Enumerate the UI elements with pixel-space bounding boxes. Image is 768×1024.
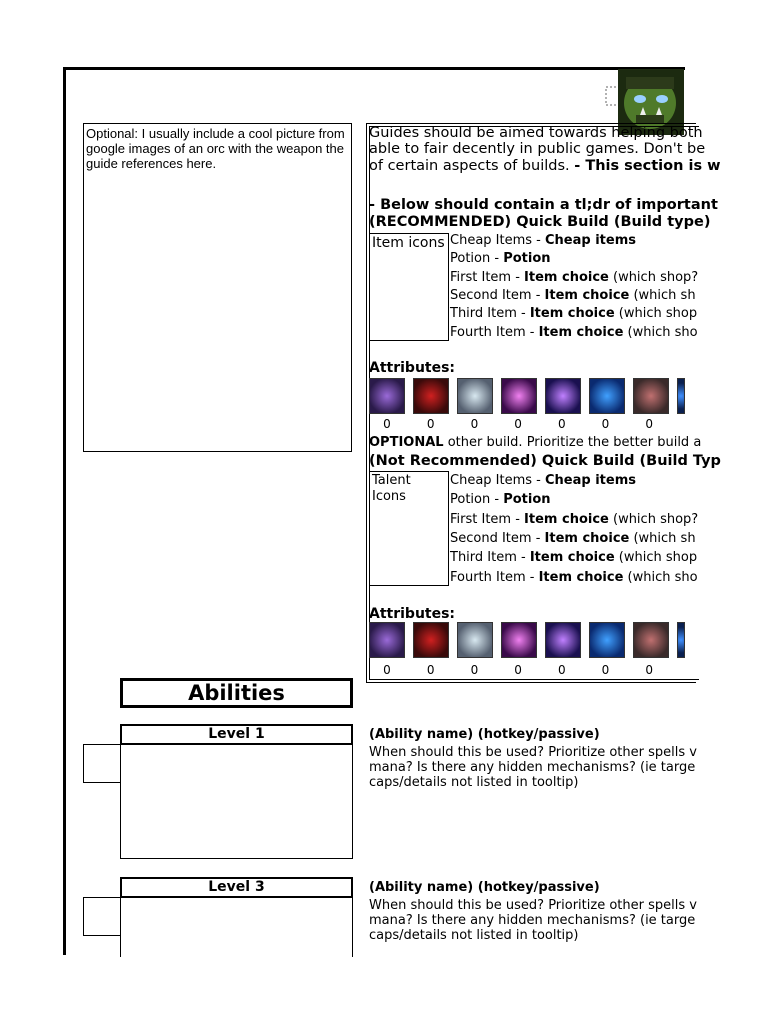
ability1-desc-1: When should this be used? Prioritize other spells v <box>369 745 697 760</box>
build2-item-label: Third Item - <box>450 550 530 566</box>
build2-item-row <box>450 530 696 547</box>
storm-cloud-icon <box>457 622 493 658</box>
shadow-hero-icon <box>369 622 405 658</box>
purple-caster-icon <box>545 378 581 414</box>
shadow-hero-icon <box>369 378 405 414</box>
blood-warrior-icon <box>413 378 449 414</box>
build2-item-bold: Cheap items <box>545 473 636 488</box>
build1-item-row <box>450 233 685 249</box>
pink-energy-icon <box>501 622 537 658</box>
ability1-name: (Ability name) (hotkey/passive) <box>369 727 600 742</box>
build1-item-label: Potion - <box>450 251 504 267</box>
build1-attribute-value: 0 <box>470 417 479 431</box>
helmet-icon <box>633 622 669 658</box>
abilities-heading: Abilities <box>188 681 285 705</box>
build2-item-label: Cheap Items - <box>450 473 545 488</box>
build2-item-bold: Item choice <box>544 530 630 546</box>
build2-item-row <box>450 511 699 528</box>
optional-note: OPTIONAL other build. Prioritize the better build a <box>369 435 702 450</box>
page-border-left <box>63 67 66 955</box>
build2-icon-label-2: Icons <box>372 489 406 504</box>
build1-item-bold: Item choice <box>524 269 609 285</box>
storm-cloud-icon <box>457 378 493 414</box>
build2-item-bold: Item choice <box>524 511 609 527</box>
build2-item-label: First Item - <box>450 511 525 527</box>
build1-item-bold: Item choice <box>538 324 624 340</box>
purple-caster-icon <box>545 622 581 658</box>
build1-item-label: Second Item - <box>450 287 545 303</box>
build1-attribute-value: 0 <box>426 417 435 431</box>
build2-item-rest: (which sho <box>623 569 698 585</box>
ability1-level: Level 1 <box>120 724 353 745</box>
build1-title: (RECOMMENDED) Quick Build (Build type) <box>369 214 711 230</box>
build2-item-rest: (which shop? <box>608 511 699 527</box>
blue-rune-icon <box>589 622 625 658</box>
build2-attribute-value: 0 <box>645 663 653 677</box>
build2-attribute-value: 0 <box>470 663 479 677</box>
pink-energy-icon <box>501 378 537 414</box>
blue-edge-icon <box>677 622 685 658</box>
build2-item-label: Fourth Item - <box>450 569 539 585</box>
build2-attribute-value: 0 <box>426 663 435 677</box>
build2-item-rest: (which sh <box>629 530 696 546</box>
build2-item-row <box>450 492 685 508</box>
guide-intro-line3: of certain aspects of builds. - This section is w <box>369 158 721 174</box>
build2-item-bold: Item choice <box>529 550 615 566</box>
build1-item-bold: Item choice <box>544 287 630 303</box>
build1-item-label: Third Item - <box>450 306 530 322</box>
build1-attribute-value: 0 <box>557 417 566 431</box>
build1-attributes-label: Attributes: <box>369 360 456 376</box>
blue-edge-icon <box>677 378 685 414</box>
build1-item-bold: Cheap items <box>545 233 636 248</box>
build2-item-label: Potion - <box>450 492 504 508</box>
build2-icon-label-1: Talent <box>372 473 411 488</box>
build2-attribute-value: 0 <box>557 663 566 677</box>
build2-item-row <box>450 569 698 586</box>
build1-icon-box <box>369 233 449 341</box>
build1-item-rest: (which sho <box>623 324 698 340</box>
ability2-name: (Ability name) (hotkey/passive) <box>369 880 600 895</box>
build1-attribute-value: 0 <box>601 417 610 431</box>
build2-attribute-value: 0 <box>514 663 522 677</box>
build2-item-bold: Item choice <box>538 569 624 585</box>
ability1-desc-3: caps/details not listed in tooltip) <box>369 775 579 790</box>
build1-attribute-value: 0 <box>383 417 391 431</box>
build2-attribute-value: 0 <box>383 663 391 677</box>
build2-item-rest: (which shop <box>614 550 698 566</box>
build1-attribute-value: 0 <box>645 417 653 431</box>
build1-item-bold: Potion <box>503 251 551 267</box>
blood-warrior-icon <box>413 622 449 658</box>
build1-icon-label: Item icons <box>372 235 445 251</box>
ability1-desc-2: mana? Is there any hidden mechanisms? (ie targe <box>369 760 696 775</box>
guide-intro-line2: able to fair decently in public games. Don't be <box>369 141 706 157</box>
build1-item-rest: (which shop? <box>608 269 699 285</box>
build1-item-row <box>450 251 685 267</box>
build2-attributes-label: Attributes: <box>369 606 456 622</box>
build1-item-row <box>450 306 698 322</box>
build2-item-bold: Potion <box>503 492 551 508</box>
ability2-icon-slot <box>83 897 121 936</box>
build1-item-bold: Item choice <box>529 306 615 322</box>
intro-box-text: Optional: I usually include a cool picture from google images of an orc with the weapon the guide references here. <box>86 126 345 171</box>
abilities-heading-box <box>120 678 353 708</box>
ability1-description-box <box>120 744 353 859</box>
ability2-desc-2: mana? Is there any hidden mechanisms? (ie targe <box>369 913 696 928</box>
build1-item-rest: (which shop <box>614 306 698 322</box>
build1-attribute-value: 0 <box>514 417 522 431</box>
build2-item-label: Second Item - <box>450 530 545 546</box>
tldr-heading: - Below should contain a tl;dr of important <box>369 197 718 213</box>
ability2-level: Level 3 <box>120 877 353 898</box>
build1-item-label: First Item - <box>450 269 525 285</box>
build2-item-row <box>450 473 685 489</box>
build1-item-row <box>450 269 699 286</box>
ability2-desc-1: When should this be used? Prioritize other spells v <box>369 898 697 913</box>
ability2-description-box <box>120 897 353 957</box>
blue-rune-icon <box>589 378 625 414</box>
build2-item-row <box>450 550 698 566</box>
build2-title: (Not Recommended) Quick Build (Build Typ <box>369 453 721 469</box>
build1-item-label: Fourth Item - <box>450 324 539 340</box>
build2-icon-box <box>369 471 449 586</box>
build1-item-rest: (which sh <box>629 287 696 303</box>
build1-item-label: Cheap Items - <box>450 233 545 248</box>
guide-intro-line1: Guides should be aimed towards helping both <box>369 125 703 141</box>
page-border-top <box>63 67 685 70</box>
ability2-desc-3: caps/details not listed in tooltip) <box>369 928 579 943</box>
build1-item-row <box>450 287 696 304</box>
build1-item-row <box>450 324 698 341</box>
ability1-icon-slot <box>83 744 121 783</box>
helmet-icon <box>633 378 669 414</box>
build2-attribute-value: 0 <box>601 663 610 677</box>
intro-picture-box <box>83 123 352 452</box>
